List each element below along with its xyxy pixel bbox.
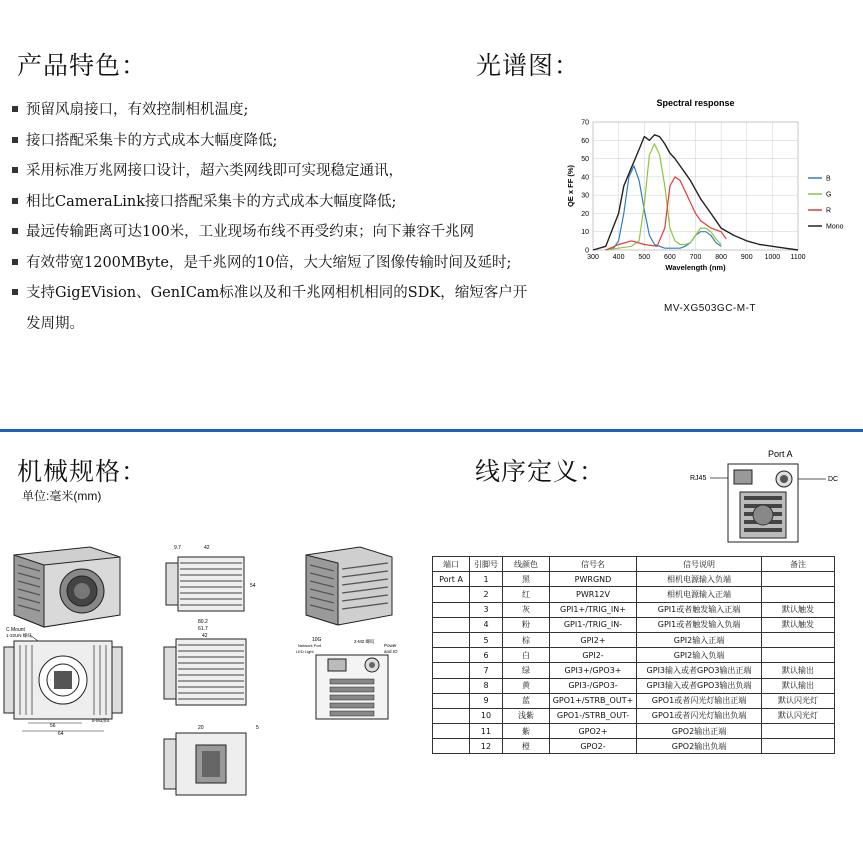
- wiring-cell: [433, 617, 470, 632]
- camera-3d-rear-drawing: [306, 547, 392, 625]
- c-mount-thread-label: 1-32UN 螺纹: [6, 633, 32, 638]
- dim-54-label: 54: [250, 583, 256, 589]
- legend-label-r: R: [826, 207, 832, 215]
- feature-item: [12, 187, 537, 218]
- wiring-cell: 4: [470, 617, 503, 632]
- bullet-square-icon: [12, 289, 18, 295]
- wiring-cell: GPI3-/GPO3-: [550, 678, 637, 693]
- table-row: [433, 648, 835, 663]
- wiring-cell: GPI1或者触发输入负端: [637, 617, 762, 632]
- wiring-cell: [433, 648, 470, 663]
- table-row: [433, 708, 835, 723]
- wiring-cell: 5: [470, 632, 503, 647]
- wiring-cell: 紫: [503, 724, 550, 739]
- wiring-cell: 白: [503, 648, 550, 663]
- table-row: [433, 678, 835, 693]
- wiring-cell: GPO1或者闪光灯输出负端: [637, 708, 762, 723]
- wiring-cell: GPO2输出负端: [637, 739, 762, 754]
- feature-text: 有效带宽1200MByte，是千兆网的10倍，大大缩短了图像传输时间及延时;: [26, 254, 512, 271]
- wiring-cell: 黑: [503, 572, 550, 587]
- y-tick-label: 0: [585, 247, 589, 255]
- wiring-header-cell: 端口: [433, 557, 470, 572]
- y-tick-label: 30: [581, 192, 589, 200]
- wiring-cell: [433, 587, 470, 602]
- feature-item: [12, 248, 537, 279]
- table-row: [433, 739, 835, 754]
- wiring-cell: [433, 678, 470, 693]
- wiring-cell: [762, 632, 835, 647]
- mechanical-drawings: [0, 535, 420, 835]
- y-tick-label: 20: [581, 210, 589, 218]
- dim-20-label: 20: [198, 725, 204, 731]
- feature-item: [12, 126, 537, 157]
- wiring-cell: Port A: [433, 572, 470, 587]
- wiring-cell: 9: [470, 693, 503, 708]
- wiring-table-header: [433, 557, 835, 572]
- chart-model-caption: MV-XG503GC-M-T: [664, 303, 757, 314]
- wiring-cell: GPI2-: [550, 648, 637, 663]
- wiring-cell: 3: [470, 602, 503, 617]
- feature-text: 采用标准万兆网接口设计，超六类网线即可实现稳定通讯，: [26, 163, 403, 179]
- power-sub-label: and IO: [384, 649, 398, 654]
- feature-text: 相比CameraLink接口搭配采集卡的方式成本大幅度降低;: [26, 193, 397, 210]
- wiring-header-cell: 线颜色: [503, 557, 550, 572]
- dim-5-label: 5: [256, 725, 259, 731]
- wiring-cell: 默认触发: [762, 617, 835, 632]
- wiring-cell: GPI3输入或者GPO3输出负端: [637, 678, 762, 693]
- table-row: [433, 663, 835, 678]
- bullet-square-icon: [12, 198, 18, 204]
- table-row: [433, 587, 835, 602]
- wiring-cell: GPI1+/TRIG_IN+: [550, 602, 637, 617]
- wiring-cell: 蓝: [503, 693, 550, 708]
- wiring-cell: 默认触发: [762, 602, 835, 617]
- wiring-header-cell: 信号名: [550, 557, 637, 572]
- features-title: 产品特色：: [17, 51, 148, 80]
- x-tick-label: 900: [740, 254, 753, 261]
- x-tick-label: 300: [587, 254, 599, 261]
- wiring-header-cell: 信号说明: [637, 557, 762, 572]
- bullet-square-icon: [12, 106, 18, 112]
- wiring-cell: GPI1或者触发输入正端: [637, 602, 762, 617]
- wiring-header-cell: 引脚号: [470, 557, 503, 572]
- x-tick-label: 800: [715, 254, 727, 261]
- bullet-square-icon: [12, 137, 18, 143]
- wiring-cell: GPI2输入负端: [637, 648, 762, 663]
- wiring-cell: 11: [470, 724, 503, 739]
- port-m2-label: 2-M2 螺纹: [354, 639, 375, 644]
- wiring-cell: 相机电源输入正端: [637, 587, 762, 602]
- dim-61.7-label: 61.7: [198, 626, 208, 632]
- wiring-cell: 棕: [503, 632, 550, 647]
- section-divider: [0, 429, 863, 432]
- wiring-cell: GPI2+: [550, 632, 637, 647]
- y-tick-label: 60: [581, 137, 589, 145]
- feature-item: [12, 217, 537, 248]
- rj45-label: RJ45: [690, 475, 707, 482]
- wiring-cell: PWRGND: [550, 572, 637, 587]
- camera-side-view-drawing: [164, 639, 246, 705]
- wiring-cell: 12: [470, 739, 503, 754]
- dc-label: DC: [828, 476, 839, 483]
- x-tick-label: 700: [689, 254, 702, 261]
- wiring-cell: GPO2输出正端: [637, 724, 762, 739]
- wiring-cell: 默认闪光灯: [762, 693, 835, 708]
- wiring-cell: [433, 739, 470, 754]
- camera-rear-port-drawing: [728, 464, 798, 542]
- wiring-cell: 粉: [503, 617, 550, 632]
- camera-front-view-drawing: [4, 641, 122, 719]
- wiring-cell: 浅紫: [503, 708, 550, 723]
- feature-text: 支持GigEVision、GenICam标准以及和千兆网相机相同的SDK，缩短客户开发周期。: [26, 285, 528, 332]
- wiring-title: 线序定义：: [475, 457, 606, 486]
- y-tick-label: 40: [581, 174, 589, 182]
- feature-text: 接口搭配采集卡的方式成本大幅度降低;: [26, 132, 278, 149]
- y-tick-label: 10: [581, 229, 589, 237]
- x-tick-label: 500: [638, 254, 651, 261]
- feature-text: 最远传输距离可达100米，工业现场布线不再受约束；向下兼容千兆网: [26, 224, 475, 240]
- table-row: [433, 632, 835, 647]
- port-a-figure: [680, 448, 863, 548]
- wiring-cell: 10: [470, 708, 503, 723]
- features-list: [12, 95, 537, 339]
- legend-label-b: B: [826, 175, 831, 183]
- bullet-square-icon: [12, 259, 18, 265]
- wiring-cell: 橙: [503, 739, 550, 754]
- port-10g-sub-label: Network Port: [298, 643, 322, 648]
- wiring-cell: 相机电源输入负端: [637, 572, 762, 587]
- wiring-cell: 7: [470, 663, 503, 678]
- wiring-cell: [762, 724, 835, 739]
- dim-9.7-label: 9.7: [174, 545, 181, 551]
- legend-label-mono: Mono: [826, 223, 844, 231]
- unit-label: 单位:毫米(mm): [22, 489, 102, 503]
- y-tick-label: 70: [581, 119, 589, 127]
- table-row: [433, 693, 835, 708]
- table-row: [433, 602, 835, 617]
- port-a-label: Port A: [768, 449, 793, 459]
- power-label: Power: [384, 643, 397, 648]
- wiring-cell: [762, 572, 835, 587]
- wiring-cell: [433, 663, 470, 678]
- y-axis-label: QE x FF (%): [566, 164, 575, 208]
- dim-56-label: 56: [50, 723, 56, 729]
- legend-label-g: G: [826, 191, 832, 199]
- wiring-cell: 默认闪光灯: [762, 708, 835, 723]
- dim-42-side-label: 42: [202, 633, 208, 639]
- dim-80.2-label: 80.2: [198, 619, 208, 625]
- feature-item: [12, 278, 537, 339]
- wiring-cell: 1: [470, 572, 503, 587]
- wiring-cell: GPO2+: [550, 724, 637, 739]
- spectral-response-chart: [564, 94, 863, 294]
- wiring-cell: [433, 693, 470, 708]
- feature-item: [12, 95, 537, 126]
- wiring-cell: 绿: [503, 663, 550, 678]
- x-axis-label: Wavelength (nm): [665, 263, 726, 272]
- led-light-label: LED Light: [296, 649, 314, 654]
- wiring-cell: 8: [470, 678, 503, 693]
- table-row: [433, 617, 835, 632]
- camera-top-view-drawing: [166, 557, 244, 611]
- feature-text: 预留风扇接口，有效控制相机温度;: [26, 102, 249, 118]
- x-tick-label: 1000: [764, 254, 781, 261]
- screw-label: 8-M3深4: [92, 718, 110, 723]
- wiring-cell: GPO2-: [550, 739, 637, 754]
- wiring-cell: GPI2输入正端: [637, 632, 762, 647]
- wiring-cell: 默认输出: [762, 663, 835, 678]
- mechanical-title: 机械规格：: [17, 457, 148, 486]
- wiring-cell: [433, 602, 470, 617]
- feature-item: [12, 156, 537, 187]
- wiring-cell: 6: [470, 648, 503, 663]
- table-row: [433, 572, 835, 587]
- table-row: [433, 724, 835, 739]
- wiring-cell: GPI1-/TRIG_IN-: [550, 617, 637, 632]
- x-tick-label: 600: [664, 254, 676, 261]
- wiring-cell: 红: [503, 587, 550, 602]
- wiring-cell: GPO1+/STRB_OUT+: [550, 693, 637, 708]
- wiring-cell: GPO1或者闪光灯输出正端: [637, 693, 762, 708]
- y-tick-label: 50: [581, 156, 589, 164]
- dim-42-top-label: 42: [204, 545, 210, 551]
- wiring-table: [432, 556, 835, 754]
- wiring-cell: 2: [470, 587, 503, 602]
- x-tick-label: 400: [612, 254, 625, 261]
- wiring-cell: [762, 648, 835, 663]
- wiring-cell: [762, 587, 835, 602]
- camera-back-view-drawing: [164, 733, 246, 795]
- wiring-cell: GPI3输入或者GPO3输出正端: [637, 663, 762, 678]
- wiring-cell: 默认输出: [762, 678, 835, 693]
- dim-64-label: 64: [58, 731, 64, 737]
- bullet-square-icon: [12, 228, 18, 234]
- x-tick-label: 1100: [790, 254, 806, 261]
- wiring-cell: [433, 724, 470, 739]
- c-mount-label: C Mount: [6, 627, 25, 633]
- bullet-square-icon: [12, 167, 18, 173]
- wiring-cell: [433, 708, 470, 723]
- camera-3d-front-drawing: [14, 547, 120, 627]
- chart-title: Spectral response: [656, 98, 735, 108]
- wiring-cell: GPO1-/STRB_OUT-: [550, 708, 637, 723]
- wiring-cell: [762, 739, 835, 754]
- wiring-header-cell: 备注: [762, 557, 835, 572]
- wiring-cell: 黄: [503, 678, 550, 693]
- wiring-cell: PWR12V: [550, 587, 637, 602]
- camera-ports-view-drawing: [316, 655, 388, 719]
- wiring-cell: 灰: [503, 602, 550, 617]
- wiring-cell: [433, 632, 470, 647]
- port-10g-label: 10G: [312, 637, 322, 643]
- wiring-cell: GPI3+/GPO3+: [550, 663, 637, 678]
- spectrum-title: 光谱图：: [476, 51, 581, 80]
